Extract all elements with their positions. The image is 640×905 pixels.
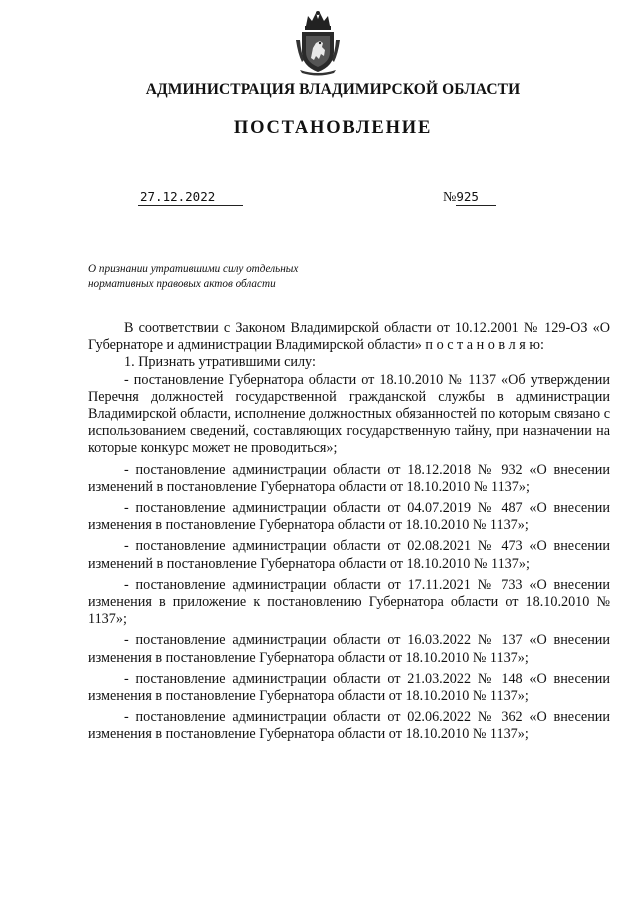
list-item: - постановление администрации области от 16.03.2022 № 137 «О внесении изменения в постановление Губернатора области от 18.10.2010 № 1137»; <box>88 632 610 666</box>
document-number <box>443 189 496 206</box>
document-subject <box>88 262 378 291</box>
number-sign: № <box>443 190 457 205</box>
list-item: - постановление Губернатора области от 18.10.2010 № 1137 «Об утверждении Перечня должностей государственной гражданской службы в администрации Владимирской области, исполнение должностных обязанностей по которым связано с использованием сведений, составляющих государственную тайну, при назначении на которые конкурс может не проводиться»; <box>88 371 610 457</box>
organization-header: АДМИНИСТРАЦИЯ ВЛАДИМИРСКОЙ ОБЛАСТИ <box>145 81 521 98</box>
preamble-paragraph: В соответствии с Законом Владимирской области от 10.12.2001 № 129-ОЗ «О Губернаторе и администрации Владимирской области» п о с т а н о в л я ю: <box>88 320 610 354</box>
list-item: - постановление администрации области от 02.08.2021 № 473 «О внесении изменений в постановление Губернатора области от 18.10.2010 № 1137»; <box>88 538 610 572</box>
list-item: - постановление администрации области от 18.12.2018 № 932 «О внесении изменений в постановление Губернатора области от 18.10.2010 № 1137»; <box>88 461 610 495</box>
subject-line: О признании утратившими силу отдельных <box>88 263 299 275</box>
list-item: - постановление администрации области от 04.07.2019 № 487 «О внесении изменения в постановление Губернатора области от 18.10.2010 № 1137»; <box>88 500 610 534</box>
number-value: 925 <box>456 189 496 206</box>
list-item: - постановление администрации области от 02.06.2022 № 362 «О внесении изменения в постановление Губернатора области от 18.10.2010 № 1137»; <box>88 709 610 743</box>
clause-paragraph: 1. Признать утратившими силу: <box>124 354 316 371</box>
document-type-title: ПОСТАНОВЛЕНИЕ <box>233 118 433 138</box>
coat-of-arms-icon <box>292 10 344 76</box>
list-item: - постановление администрации области от 21.03.2022 № 148 «О внесении изменения в постановление Губернатора области от 18.10.2010 № 1137»; <box>88 670 610 705</box>
subject-line: нормативных правовых актов области <box>88 277 276 290</box>
list-item: - постановление администрации области от 17.11.2021 № 733 «О внесении изменения в приложение к постановлению Губернатора области от 18.10.2010 № 1137»; <box>88 576 610 628</box>
document-body <box>88 320 610 744</box>
document-date: 27.12.2022 <box>138 189 243 206</box>
